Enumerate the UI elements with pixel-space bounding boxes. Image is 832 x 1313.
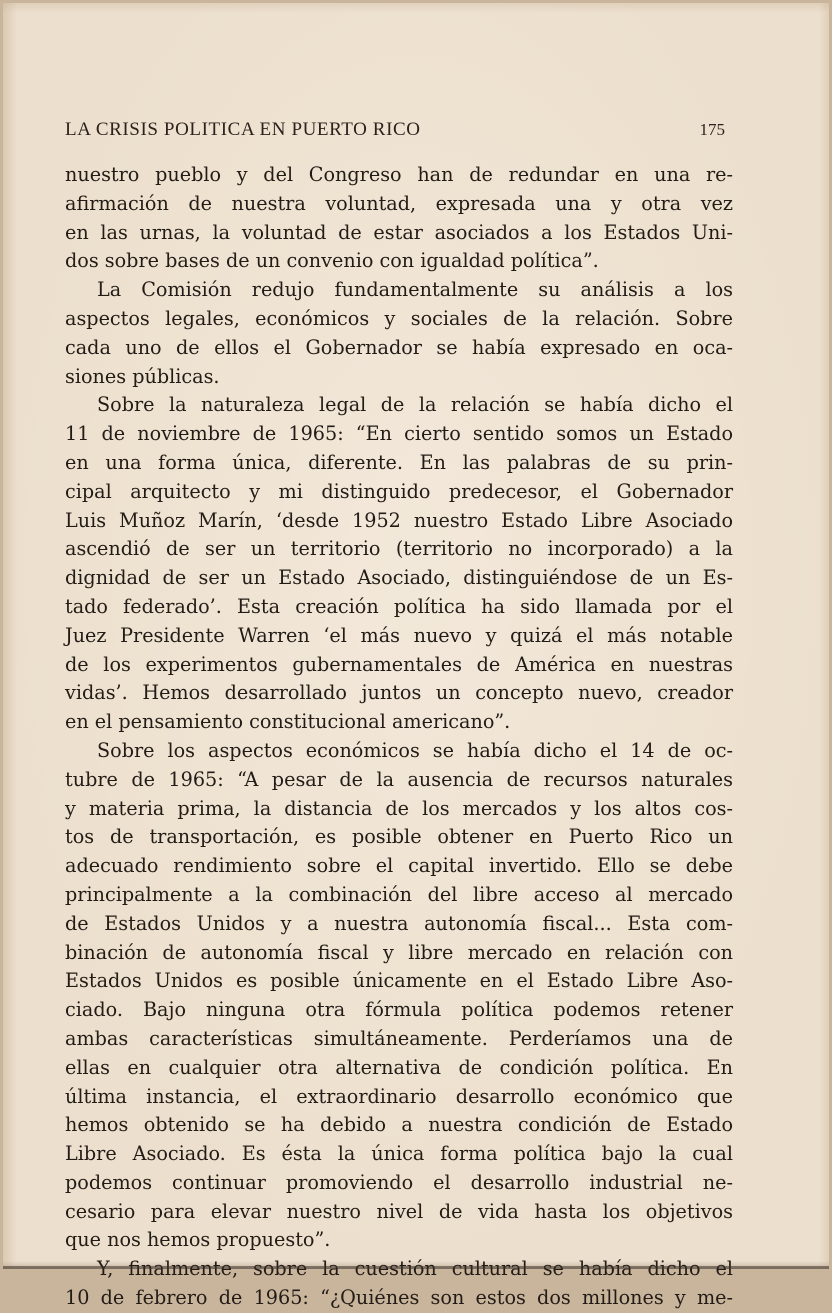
text-line: afirmación de nuestra voluntad, expresada una y otra vez xyxy=(65,191,733,215)
body-text xyxy=(65,161,733,1313)
text-line: 11 de noviembre de 1965: “En cierto sentido somos un Estado xyxy=(65,422,733,446)
text-line: tado federado’. Esta creación política ha sido llamada por el xyxy=(65,594,733,618)
page-number: 175 xyxy=(699,120,725,139)
text-line: que nos hemos propuesto”. xyxy=(65,1228,331,1252)
book-page xyxy=(3,3,829,1310)
text-line: principalmente a la combinación del libre acceso al mercado xyxy=(65,882,733,906)
text-line: en una forma única, diferente. En las palabras de su prin- xyxy=(65,450,733,474)
text-line: vidas’. Hemos desarrollado juntos un concepto nuevo, creador xyxy=(65,681,733,705)
text-line: en el pensamiento constitucional americano”. xyxy=(65,710,511,734)
text-line: Juez Presidente Warren ‘el más nuevo y quizá el más notable xyxy=(65,623,733,647)
text-line: tubre de 1965: “A pesar de la ausencia de recursos naturales xyxy=(65,767,733,791)
text-line: ascendió de ser un territorio (territorio no incorporado) a la xyxy=(65,537,733,561)
text-line: Sobre los aspectos económicos se había dicho el 14 de oc- xyxy=(97,738,733,762)
text-line xyxy=(65,1255,733,1284)
text-line: hemos obtenido se ha debido a nuestra condición de Estado xyxy=(65,1113,733,1137)
text-line: cesario para elevar nuestro nivel de vida hasta los objetivos xyxy=(65,1199,733,1223)
page-bottom-edge xyxy=(3,1266,829,1269)
text-line: dos sobre bases de un convenio con igualdad política”. xyxy=(65,249,599,273)
text-line: y materia prima, la distancia de los mercados y los altos cos- xyxy=(65,796,733,820)
text-line: La Comisión redujo fundamentalmente su análisis a los xyxy=(97,278,733,302)
text-line: siones públicas. xyxy=(65,364,220,388)
text-line: cada uno de ellos el Gobernador se había expresado en oca- xyxy=(65,335,733,359)
text-line: podemos continuar promoviendo el desarrollo industrial ne- xyxy=(65,1170,733,1194)
text-line: de los experimentos gubernamentales de América en nuestras xyxy=(65,652,733,676)
text-line: en las urnas, la voluntad de estar asociados a los Estados Uni- xyxy=(65,220,733,244)
text-line: tos de transportación, es posible obtener en Puerto Rico un xyxy=(65,825,733,849)
text-line: de Estados Unidos y a nuestra autonomía fiscal... Esta com- xyxy=(65,911,733,935)
text-line: ellas en cualquier otra alternativa de condición política. En xyxy=(65,1055,733,1079)
text-line: dignidad de ser un Estado Asociado, distinguiéndose de un Es- xyxy=(65,566,733,590)
text-line: binación de autonomía fiscal y libre mercado en relación con xyxy=(65,940,733,964)
text-line: nuestro pueblo y del Congreso han de redundar en una re- xyxy=(65,163,733,186)
text-line: 10 de febrero de 1965: “¿Quiénes son estos dos millones y me- xyxy=(65,1286,733,1310)
text-line: ciado. Bajo ninguna otra fórmula política podemos retener xyxy=(65,998,733,1022)
chapter-title: LA CRISIS POLITICA EN PUERTO RICO xyxy=(65,119,421,140)
text-line: última instancia, el extraordinario desarrollo económico que xyxy=(65,1084,733,1108)
text-line: ambas características simultáneamente. Perderíamos una de xyxy=(65,1026,733,1050)
text-line: cipal arquitecto y mi distinguido predecesor, el Gobernador xyxy=(65,479,733,503)
running-head xyxy=(65,119,725,141)
text-line: aspectos legales, económicos y sociales de la relación. Sobre xyxy=(65,306,733,330)
text-line: Luis Muñoz Marín, ‘desde 1952 nuestro Estado Libre Asociado xyxy=(65,508,733,532)
text-line: adecuado rendimiento sobre el capital invertido. Ello se debe xyxy=(65,854,733,878)
text-line: Estados Unidos es posible únicamente en el Estado Libre Aso- xyxy=(65,969,733,993)
text-line: Libre Asociado. Es ésta la única forma política bajo la cual xyxy=(65,1142,733,1166)
text-line: Sobre la naturaleza legal de la relación se había dicho el xyxy=(97,393,733,417)
